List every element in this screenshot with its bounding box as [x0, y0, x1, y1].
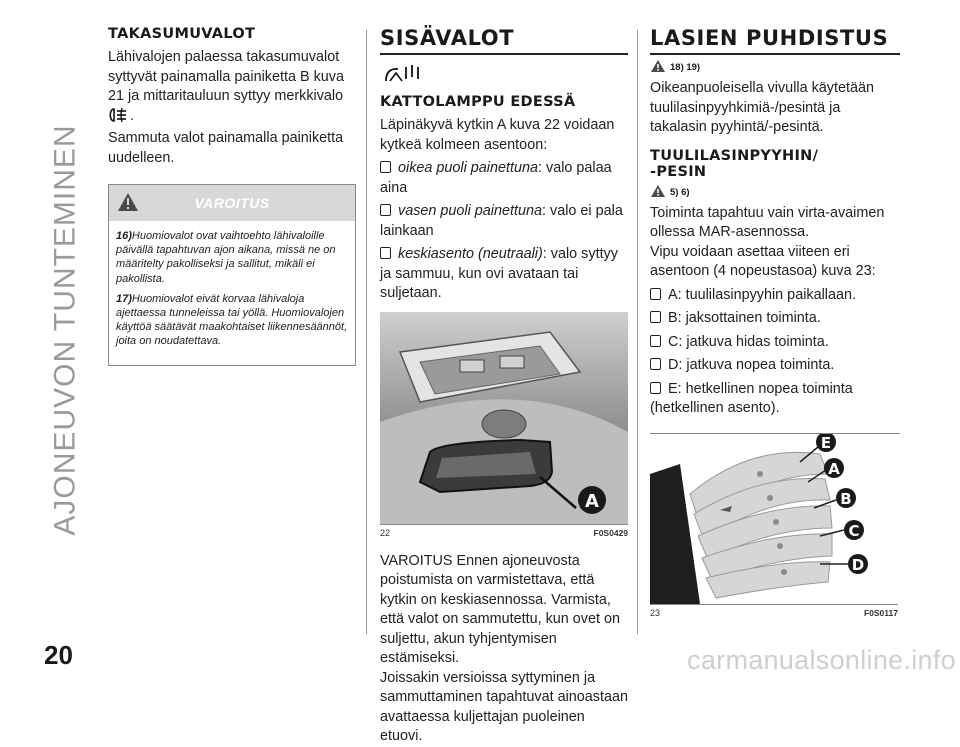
heading-kattolamppu: KATTOLAMPPU EDESSÄ	[380, 94, 576, 110]
figure-23-illustration	[650, 434, 898, 604]
checkbox-bullet-icon	[650, 288, 661, 300]
col1-para1-end: .	[130, 107, 134, 124]
checkbox-bullet-icon	[380, 204, 391, 216]
bullet-text: C: jatkuva hidas toiminta.	[668, 333, 829, 350]
fog-light-icon	[108, 107, 130, 130]
col1-para2: Sammuta valot painamalla painiketta uudelleen.	[108, 130, 344, 166]
bullet-item	[650, 356, 900, 376]
side-chapter-title	[46, 30, 86, 630]
bullet-text: A: tuulilasinpyyhin paikallaan.	[668, 286, 856, 303]
warning-item	[116, 292, 348, 349]
figure-code: F0S0429	[593, 527, 628, 538]
heading-tuulilasinpyyhin	[650, 148, 900, 180]
bullet-item	[650, 286, 900, 306]
figure-code: F0S0117	[863, 607, 898, 618]
col3-para3: Vipu voidaan asettaa viiteen eri asentoon (4 nopeustasoa) kuva 23:	[650, 243, 876, 279]
bullet-text: D: jatkuva nopea toiminta.	[668, 357, 835, 373]
figure-number: 23	[650, 607, 661, 618]
checkbox-bullet-icon	[650, 358, 661, 370]
interior-light-icon	[382, 63, 628, 90]
col1-para1	[108, 48, 356, 129]
refs-text: 5) 6)	[670, 186, 690, 198]
warning-item-num: 17)	[116, 292, 132, 305]
bullet-text: E: hetkellinen nopea toiminta (hetkellinen asento).	[650, 380, 853, 416]
figure-23-label-e: E	[820, 433, 832, 452]
side-chapter-title-text: AJONEUVON TUNTEMINEN	[49, 124, 82, 536]
figure-22-caption	[380, 524, 628, 538]
bullet-item	[650, 333, 900, 353]
bullet-item	[380, 159, 628, 198]
col2-intro: Läpinäkyvä kytkin A kuva 22 voidaan kytkeä kolmeen asentoon:	[380, 117, 615, 153]
col3-para2: Toiminta tapahtuu vain virta-avaimen ollessa MAR-asennossa.	[650, 204, 885, 240]
bullet-rest: : valo ei pala lainkaan	[380, 203, 623, 239]
checkbox-bullet-icon	[650, 382, 661, 394]
col1-para1-text: Lähivalojen palaessa takasumuvalot syttyvät painamalla painiketta B kuva 21 ja mittaritauluun syttyy merkkivalo	[108, 49, 344, 104]
small-warning-triangle-icon	[650, 184, 666, 198]
bullet-text: B: jaksottainen toiminta.	[668, 310, 821, 326]
bullet-item	[380, 245, 628, 304]
bullet-rest: : valo palaa aina	[380, 160, 612, 196]
heading-sisavalot: SISÄVALOT	[380, 26, 628, 55]
column-divider-2	[637, 30, 638, 634]
figure-number: 22	[380, 527, 391, 538]
warning-refs-1	[650, 59, 900, 73]
bullet-em: vasen puoli painettuna	[398, 203, 543, 219]
figure-23-caption	[650, 604, 898, 618]
column-3	[650, 26, 900, 618]
refs-text: 18) 19)	[670, 62, 701, 73]
col2-para-after2: Joissakin versioissa syttyminen ja sammuttaminen tapahtuvat ainoastaan avattaessa kuljettajan puoleinen etuovi.	[380, 669, 628, 744]
checkbox-bullet-icon	[380, 161, 391, 173]
warning-item-num: 16)	[116, 230, 132, 242]
warning-title: VAROITUS	[194, 195, 270, 211]
figure-23-label-d: D	[851, 555, 865, 574]
bullet-em: oikea puoli painettuna	[398, 160, 539, 176]
heading-line-1: TUULILASINPYYHIN/	[650, 147, 819, 164]
col2-para-after1: VAROITUS Ennen ajoneuvosta poistumista on varmistettava, että kytkin on keskiasennossa. Varmista, että valot on sammutettu, kun ovet on suljettu, akun tyhjentymisen estämiseksi.	[380, 552, 620, 666]
bullet-item	[380, 202, 628, 241]
column-divider-1	[366, 30, 367, 634]
warning-item	[116, 229, 348, 286]
figure-22-label: A	[585, 490, 599, 512]
figure-22-illustration	[380, 312, 628, 524]
bullet-em: keskiasento (neutraali)	[398, 246, 543, 262]
heading-takasumuvalot: TAKASUMUVALOT	[108, 26, 256, 42]
warning-item-text: Huomiovalot ovat vaihtoehto lähivaloille päivällä tapahtuvan ajon aikana, missä ne on määritelty pakolliseksi ja sallitut, mikäli ei pakollista.	[116, 230, 336, 285]
page-number: 20	[44, 640, 73, 670]
warning-refs-2	[650, 184, 900, 198]
heading-line-2: -PESIN	[650, 163, 707, 180]
warning-box	[108, 184, 356, 366]
small-warning-triangle-icon	[650, 59, 666, 73]
column-1	[108, 26, 356, 366]
checkbox-bullet-icon	[650, 311, 661, 323]
figure-23-label-b: B	[840, 489, 852, 508]
checkbox-bullet-icon	[650, 335, 661, 347]
figure-23-label-c: C	[848, 521, 860, 540]
warning-header	[109, 185, 355, 221]
checkbox-bullet-icon	[380, 247, 391, 259]
warning-triangle-icon	[117, 192, 139, 217]
column-2	[380, 26, 628, 747]
col3-para1: Oikeanpuoleisella vivulla käytetään tuulilasinpyyhkimiä-/pesintä ja takalasin pyyhintä/-pesintä.	[650, 80, 874, 135]
figure-23-label-a: A	[828, 459, 840, 478]
footer-watermark-url: carmanualsonline.info	[687, 645, 956, 675]
bullet-item	[650, 380, 900, 419]
warning-body	[109, 221, 355, 365]
bullet-item	[650, 309, 900, 329]
bullet-rest: : valo syttyy ja sammuu, kun ovi avataan tai suljetaan.	[380, 246, 618, 301]
heading-lasien-puhdistus: LASIEN PUHDISTUS	[650, 26, 900, 55]
warning-item-text: Huomiovalot eivät korvaa lähivaloja ajettaessa tunneleissa tai yöllä. Huomiovalojen käyttöä säätävät maakohtaiset liikennesäännöt, joita on noudatettava.	[116, 292, 348, 348]
